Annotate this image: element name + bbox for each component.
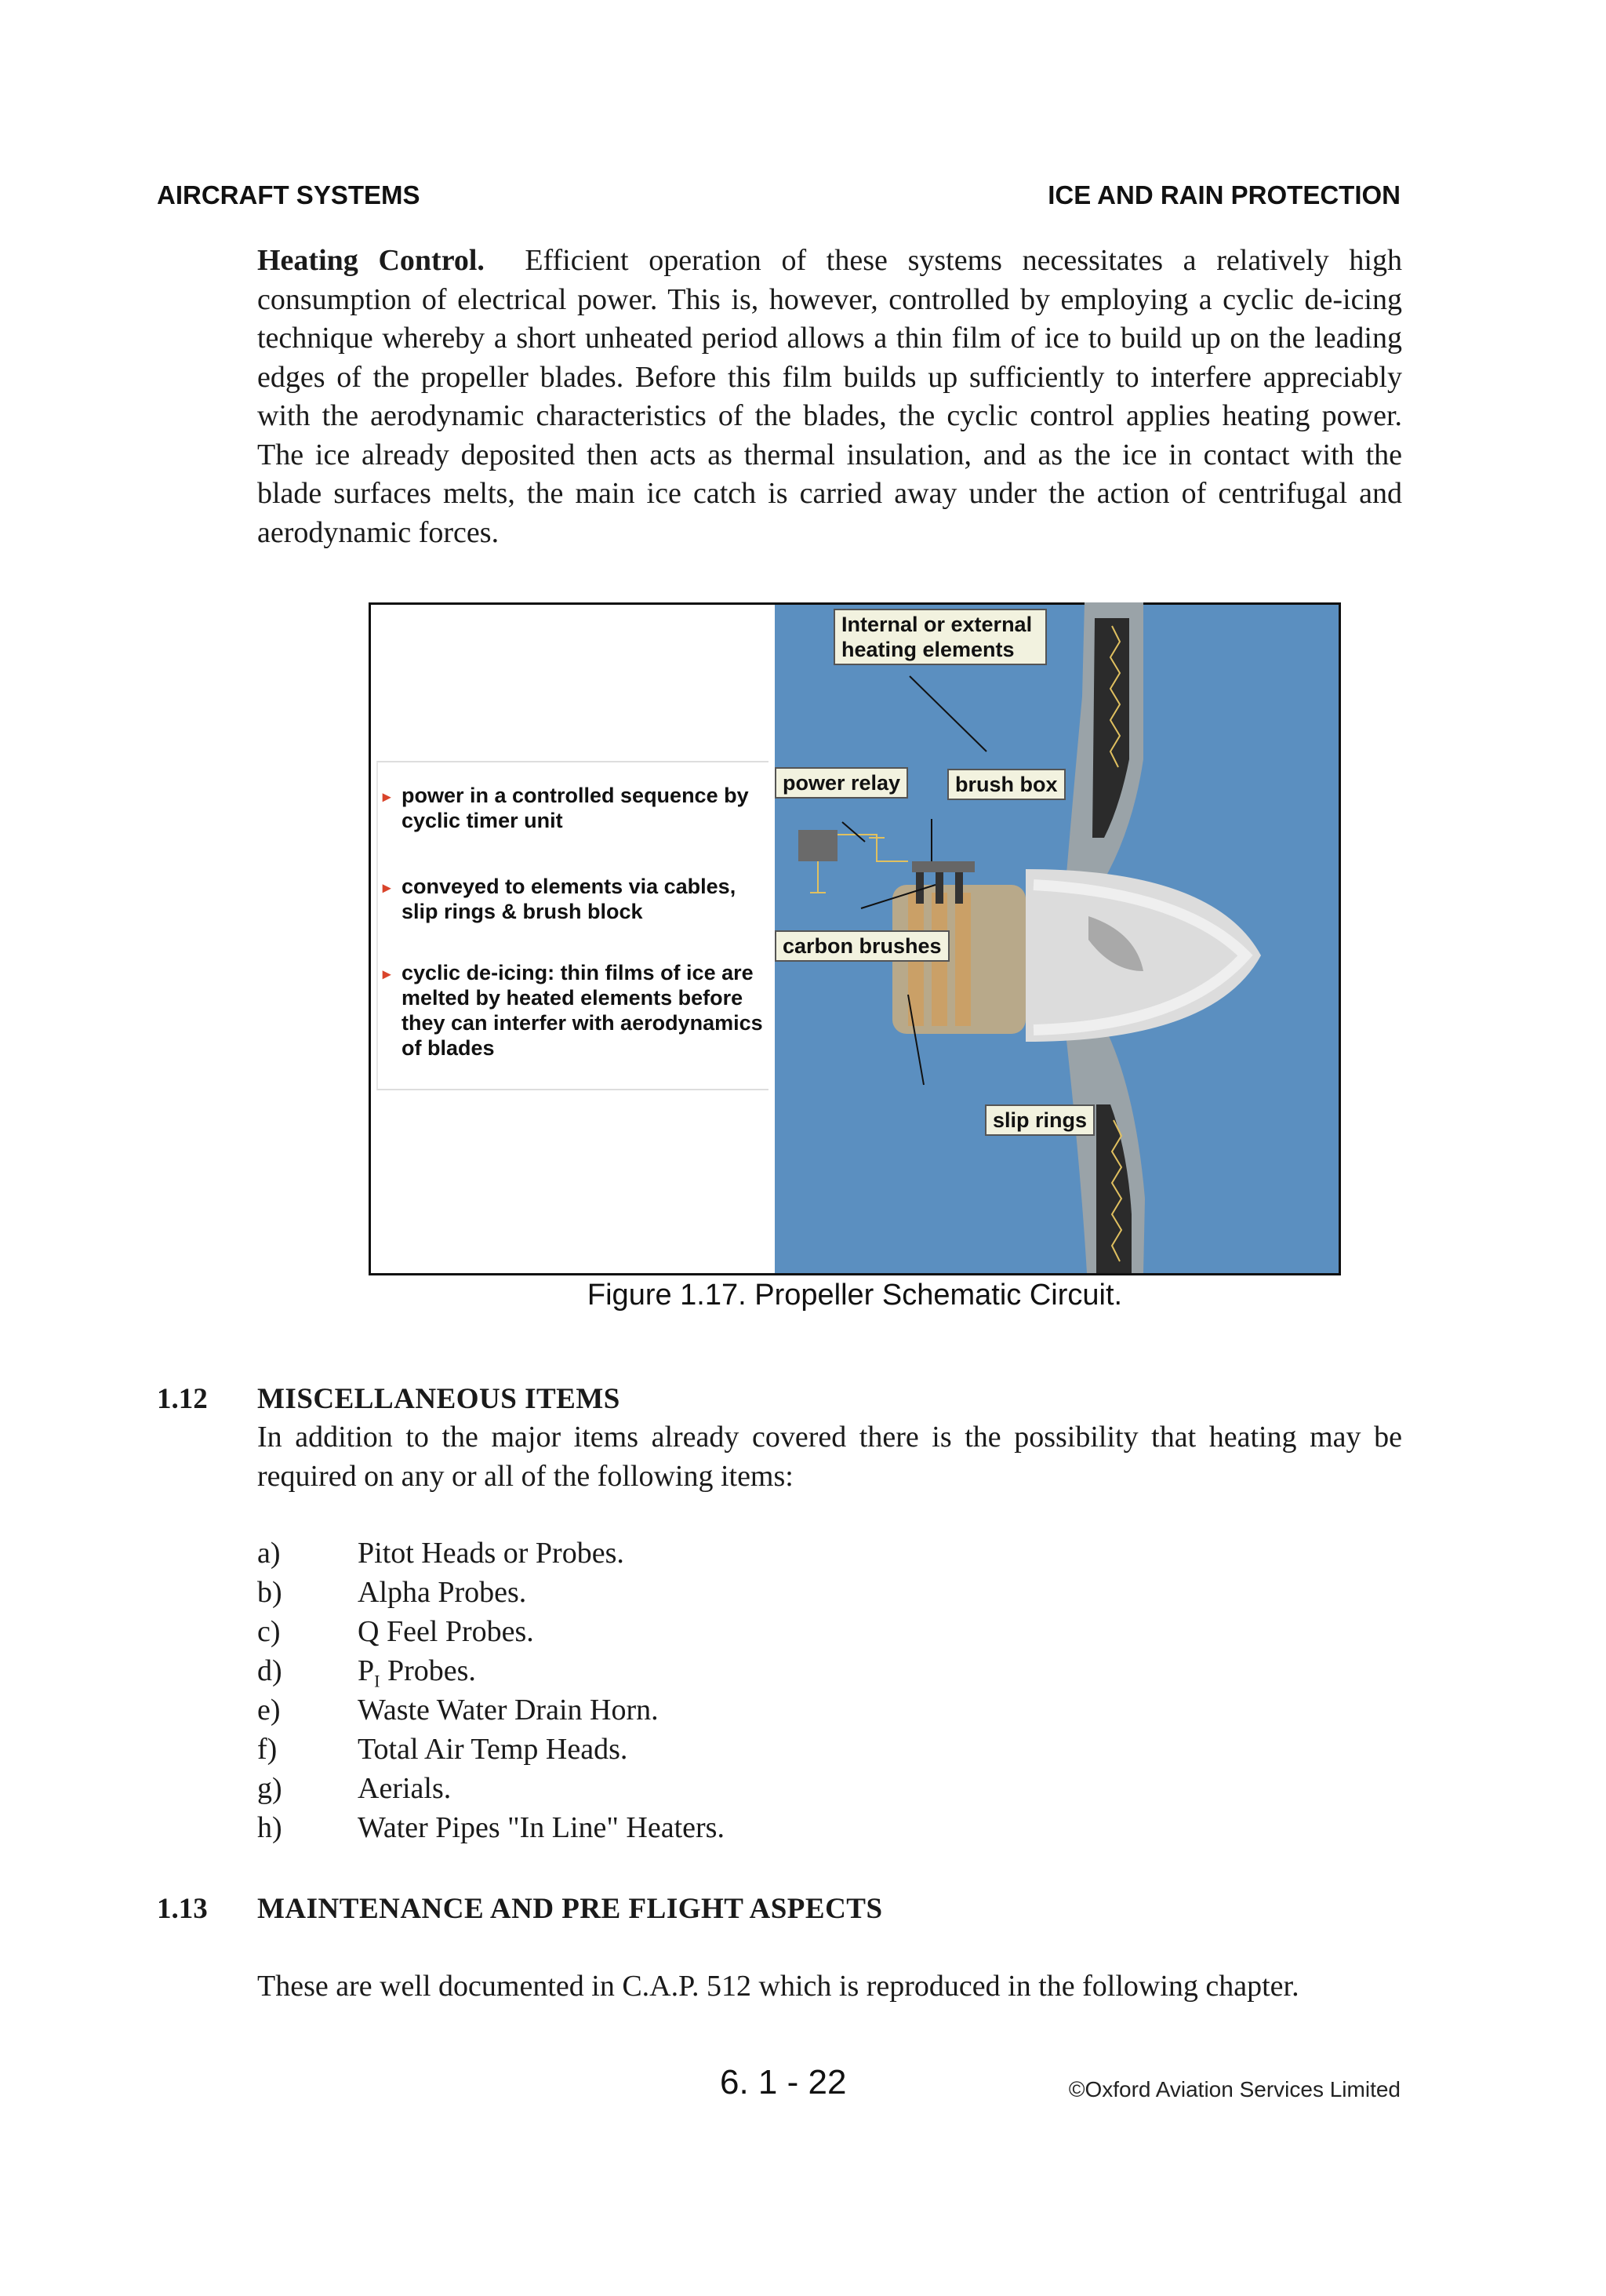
callout-brush-box: brush box: [947, 769, 1066, 800]
brush-block: [912, 861, 975, 872]
figure-bullet: ▸ conveyed to elements via cables, slip rings & brush block: [383, 875, 736, 923]
figure-bullet: ▸ cyclic de-icing: thin films of ice are melted by heated elements before they can interfer with aerodynamics of blades: [383, 961, 763, 1060]
maintenance-body: These are well documented in C.A.P. 512 which is reproduced in the following chapter.: [257, 1970, 1299, 2003]
document-page: AIRCRAFT SYSTEMS ICE AND RAIN PROTECTION Heating Control. Efficient operation of these systems necessitates a relatively high consumption of electrical power. This is, however, controlled by employing a cyclic de-icing technique whereby a short unheated period allows a thin film of ice to build up on the leading edges of the propeller blades. Before this film builds up sufficiently to interfere appreciably with the aerodynamic characteristics of the blades, the cyclic control applies heating power. The ice already deposited then acts as thermal insulation, and as the ice in contact with the blade surfaces melts, the main ice catch is carried away under the action of centrifugal and aerodynamic forces. ▸ power in a controlled sequence by cyclic timer unit ▸ conveyed to elements via cables, slip rings & brush block ▸ cyclic de-icing: thin films of ice are melted by heated elements before they can interfer with aerodynamics of blades Internal or external heating elements power relay brush box carbon brushes slip rings Figure 1.17. Propeller Schematic Circuit. 1.12 MISCELLANEOUS ITEMS In addition to the major items already covered there is the possibility that heating may be required on any or all of the following items: a) Pitot Heads or Probes. b) Alpha Probes. c) Q Feel Probes. d) $P_I$ Probes. e) Waste Water Drain Horn. f) Total Air Temp Heads. g) Aerials. h) Water Pipes "In Line" Heaters. 1.13 MAINTENANCE AND PRE FLIGHT ASPECTS These are well documented in C.A.P. 512 which is reproduced in the following chapter. 6. 1 - 22 ©Oxford Aviation Services Limited: [157, 180, 1402, 2101]
header-left: AIRCRAFT SYSTEMS: [157, 180, 420, 209]
copyright-notice: ©Oxford Aviation Services Limited: [1068, 2077, 1401, 2101]
figure-bullet-panel: [376, 761, 768, 1090]
callout-carbon-brushes: carbon brushes: [775, 930, 950, 962]
relay-box: [798, 830, 838, 861]
page-number: 6. 1 - 22: [720, 2063, 847, 2101]
figure-bullet: ▸ power in a controlled sequence by cyclic timer unit: [383, 784, 749, 832]
callout-heating-elements: Internal or external heating elements: [834, 609, 1047, 665]
header-right: ICE AND RAIN PROTECTION: [1048, 180, 1401, 209]
heating-control-title: Heating Control.: [257, 244, 485, 277]
misc-intro: In addition to the major items already covered there is the possibility that heating may be required on any or all of the following items:: [257, 1421, 1402, 1493]
figure-caption: Figure 1.17. Propeller Schematic Circuit.: [587, 1279, 1123, 1312]
heating-control-body: Efficient operation of these systems necessitates a relatively high consumption of electrical power. This is, however, controlled by employing a cyclic de-icing technique whereby a short unheated period allows a thin film of ice to build up on the leading edges of the propeller blades. Before this film builds up sufficiently to interfere appreciably with the aerodynamic characteristics of the blades, the cyclic control applies heating power. The ice already deposited then acts as thermal insulation, and as the ice in contact with the blade surfaces melts, the main ice catch is carried away under the action of centrifugal and aerodynamic forces.: [257, 244, 1402, 549]
section-title-maintenance: MAINTENANCE AND PRE FLIGHT ASPECTS: [257, 1893, 883, 1925]
heating-control-paragraph: [257, 242, 1402, 552]
callout-slip-rings: slip rings: [985, 1104, 1095, 1136]
section-title-misc: MISCELLANEOUS ITEMS: [257, 1383, 620, 1415]
section-number-maintenance: 1.13: [157, 1893, 208, 1925]
section-number-misc: 1.12: [157, 1383, 208, 1415]
callout-power-relay: power relay: [775, 767, 908, 799]
